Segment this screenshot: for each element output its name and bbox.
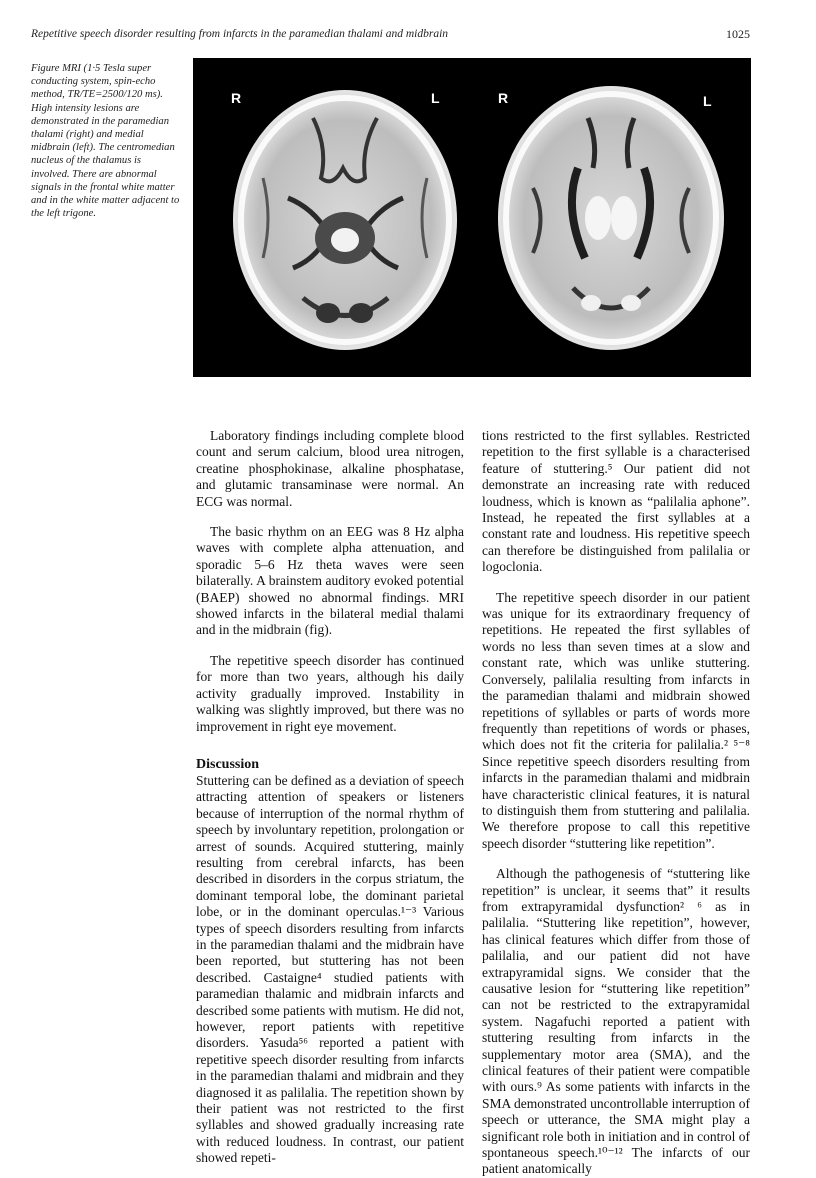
- mri-figure: [193, 58, 751, 377]
- running-title: Repetitive speech disorder resulting from infarcts in the paramedian thalami and midbrain: [31, 28, 449, 40]
- page-number: 1025: [726, 27, 750, 41]
- paragraph-pathogenesis: Although the pathogenesis of “stuttering like repetition” is unclear, it seems that” it results from extrapyramidal dysfunction² ⁶ as in palilalia. “Stuttering like repetition”, however, has clinical features which differ from those of palilalia, and our patient did not have extrapyramidal signs. We consider that the causative lesion for “stuttering like repetition” can not be restricted to the extrapyramidal system. Nagafuchi reported a patient with stuttering resulting from infarcts in the supplementary motor area (SMA), and the clinical features of their patient were compatible with ours.⁹ As some patients with infarcts in the SMA demonstrated uncontrollable interruption of speech or utterance, the SMA might play a significant role both in initiation and in control of spontaneous speech.¹⁰⁻¹² The infarcts of our patient anatomically: [482, 866, 750, 1177]
- paragraph-eeg: The basic rhythm on an EEG was 8 Hz alpha waves with complete alpha attenuation, and sporadic 5–6 Hz theta waves were seen bilaterally. A brainstem auditory evoked potential (BAEP) showed no abnormal findings. MRI showed infarcts in the bilateral medial thalami and in the midbrain (fig).: [196, 524, 464, 638]
- figure-caption: Figure MRI (1·5 Tesla super conducting system, spin-echo method, TR/TE=2500/120 ms). High intensity lesions are demonstrated in the paramedian thalami (right) and medial midbrain (left). The centromedian nucleus of the thalamus is involved. There are abnormal signals in the frontal white matter and in the white matter adjacent to the left trigone.: [31, 63, 180, 220]
- left-panel-r-label: R: [231, 90, 242, 106]
- left-column: [196, 428, 464, 1167]
- right-column: [482, 428, 750, 1178]
- right-panel-l-label: L: [703, 93, 712, 109]
- mri-scan-image: [193, 58, 751, 377]
- right-panel-r-label: R: [498, 90, 509, 106]
- paragraph-unique-disorder: The repetitive speech disorder in our patient was unique for its extraordinary frequency of repetitions. He repeated the first syllables of words no less than seven times at a slow and constant rate, which was unlike stuttering. Conversely, palilalia resulting from infarcts in the paramedian thalami and midbrain showed repetitions of syllables or parts of words more frequently than repetitions of words or phases, which does not fit the criteria for palilalia.² ⁵⁻⁸ Since repetitive speech disorders resulting from infarcts in the paramedian thalami and midbrain have characteristic clinical features, it is natural to distinguish them from stuttering and palilalia. We therefore propose to call this repetitive speech disorder “stuttering like repetition”.: [482, 589, 750, 851]
- mri-left-panel: [233, 90, 457, 350]
- section-heading-discussion: Discussion: [196, 756, 260, 772]
- paragraph-first-syllables: tions restricted to the first syllables. Restricted repetition to the first syllable is a characterised feature of stuttering.⁵ Our patient did not demonstrate an increasing rate with reduced loudness, which is known as “palilalia aphone”. Instead, he repeated the first syllables at a constant rate and loudness. His repetitive speech can therefore be distinguished from palilalia or logoclonia.: [482, 428, 750, 575]
- paragraph-course: The repetitive speech disorder has continued for more than two years, although his daily activity gradually improved. Instability in walking was slightly improved, but there was no improvement in right eye movement.: [196, 652, 464, 734]
- paragraph-lab-findings: Laboratory findings including complete blood count and serum calcium, blood urea nitrogen, creatine phosphokinase, alkaline phosphatase, and glutamic transaminase were normal. An ECG was normal.: [196, 428, 464, 509]
- left-panel-l-label: L: [431, 90, 440, 106]
- paragraph-stuttering-definition: Stuttering can be defined as a deviation of speech attracting attention of speakers or listeners because of interruption of the normal rhythm of speech by involuntary repetition, prolongation or arrest of sounds. Acquired stuttering, mainly resulting from cerebral infarcts, has been described in disorders in the corpus striatum, the dominant temporal lobe, the dominant parietal lobe, or in the dominant operculas.¹⁻³ Various types of speech disorders resulting from infarcts in the paramedian thalami and the midbrain have been reported, but stuttering has not been described. Castaigne⁴ studied patients with paramedian thalamic and midbrain infarcts and described some patients with mutism. He did not, however, report patients with repetitive disorders. Yasuda⁵⁶ reported a patient with repetitive speech disorder resulting from infarcts in the paramedian thalami and midbrain and they diagnosed it as palilalia. The repetition shown by their patient was not restricted to the first syllables and showed gradually increasing rate with reduced loudness. In contrast, our patient showed repeti-: [196, 772, 464, 1166]
- mri-right-panel: [498, 86, 724, 350]
